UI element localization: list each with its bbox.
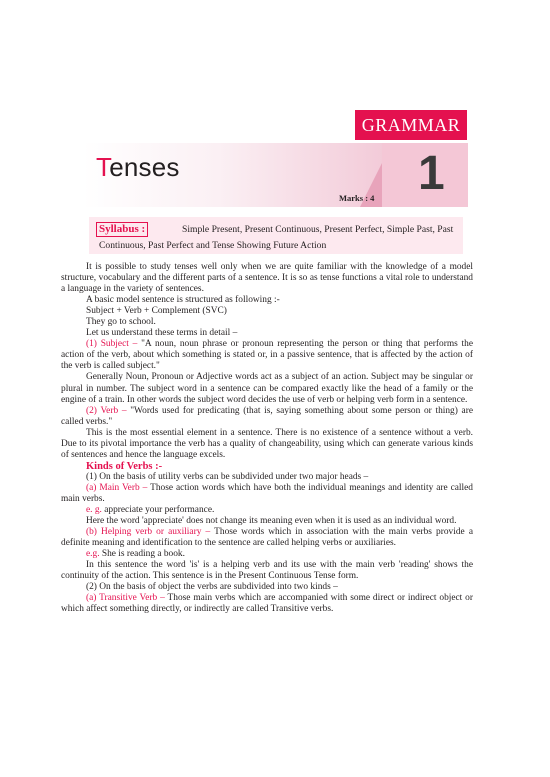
sentence-formula: Subject + Verb + Complement (SVC) <box>86 306 227 317</box>
chapter-title-initial: T <box>96 152 110 182</box>
paragraph: Here the word 'appreciate' does not change its meaning even when it is used as an individual word. <box>86 516 457 527</box>
term-label: (1) Subject – <box>86 339 138 350</box>
term-definition: Those main verbs which are accompanied with some direct or indirect object or which affect something directly, or indirectly are called Transitive verbs. <box>61 593 473 615</box>
paragraph: (1) On the basis of utility verbs can be subdivided under two major heads – <box>86 471 369 482</box>
example-label: e. g. <box>86 505 102 516</box>
paragraph <box>61 593 473 615</box>
marks-label: Marks : 4 <box>339 193 375 203</box>
paragraph: A basic model sentence is structured as following :- <box>86 295 280 306</box>
example-label: e.g. <box>86 549 100 560</box>
paragraph <box>61 527 473 549</box>
example-sentence: appreciate your performance. <box>104 505 215 516</box>
paragraph: In this sentence the word 'is' is a helping verb and its use with the main verb 'reading' shows the continuity of the action. This sentence is in the Present Continuous Tense form. <box>61 560 473 582</box>
chapter-number: 1 <box>418 147 445 200</box>
example <box>61 505 473 516</box>
syllabus-text: Simple Present, Present Continuous, Present Perfect, Simple Past, Past Continuous, Past Perfect and Tense Showing Future Action <box>99 224 454 251</box>
term-label: (2) Verb – <box>86 405 127 416</box>
term-definition: "A noun, noun phrase or pronoun representing the person or thing that performs the action of the verb, about which something is stated or, in a passive sentence, that is affected by the action of the verb is called subject." <box>61 339 473 372</box>
example-sentence: They go to school. <box>86 317 156 328</box>
example-sentence: She is reading a book. <box>101 549 185 560</box>
term-label: (a) Main Verb – <box>86 482 148 493</box>
example <box>61 549 473 560</box>
term-definition: Those action words which have both the individual meanings and identity are called main verbs. <box>61 482 473 504</box>
paragraph <box>61 406 473 428</box>
paragraph: (2) On the basis of object the verbs are subdivided into two kinds – <box>86 582 338 593</box>
paragraph: Let us understand these terms in detail – <box>86 328 238 339</box>
body-text <box>61 262 473 616</box>
term-label: (a) Transitive Verb – <box>86 593 165 604</box>
term-definition: Those words which in association with the main verbs provide a definite meaning and identification to the sentence are called helping verbs or auxiliaries. <box>61 527 473 549</box>
chapter-title <box>96 152 180 183</box>
section-banner: GRAMMAR <box>355 110 467 140</box>
paragraph: Generally Noun, Pronoun or Adjective words act as a subject of an action. Subject may be singular or plural in number. The subject word in a sentence can be compared exactly like the head of a family or the engine of a train. In other words the subject word decides the use of verb or helping verb form in a sentence. <box>61 372 473 405</box>
paragraph: This is the most essential element in a sentence. There is no existence of a sentence without a verb. Due to its pivotal importance the verb has a quality of changeability, using which can generate various kinds of sentences and hence the language excels. <box>61 427 473 460</box>
section-heading: Kinds of Verbs :- <box>86 460 163 472</box>
chapter-title-rest: enses <box>109 152 180 182</box>
syllabus-label: Syllabus : <box>96 222 148 237</box>
paragraph <box>61 483 473 505</box>
paragraph: It is possible to study tenses well only when we are quite familiar with the knowledge of a model structure, vocabulary and the different parts of a sentence. It is so as tense functions a vital role to understand a language in the variety of sentences. <box>61 262 473 295</box>
term-label: (b) Helping verb or auxiliary – <box>86 527 211 538</box>
term-definition: "Words used for predicating (that is, saying something about some person or thing) are called verbs." <box>61 405 473 427</box>
paragraph <box>61 339 473 372</box>
